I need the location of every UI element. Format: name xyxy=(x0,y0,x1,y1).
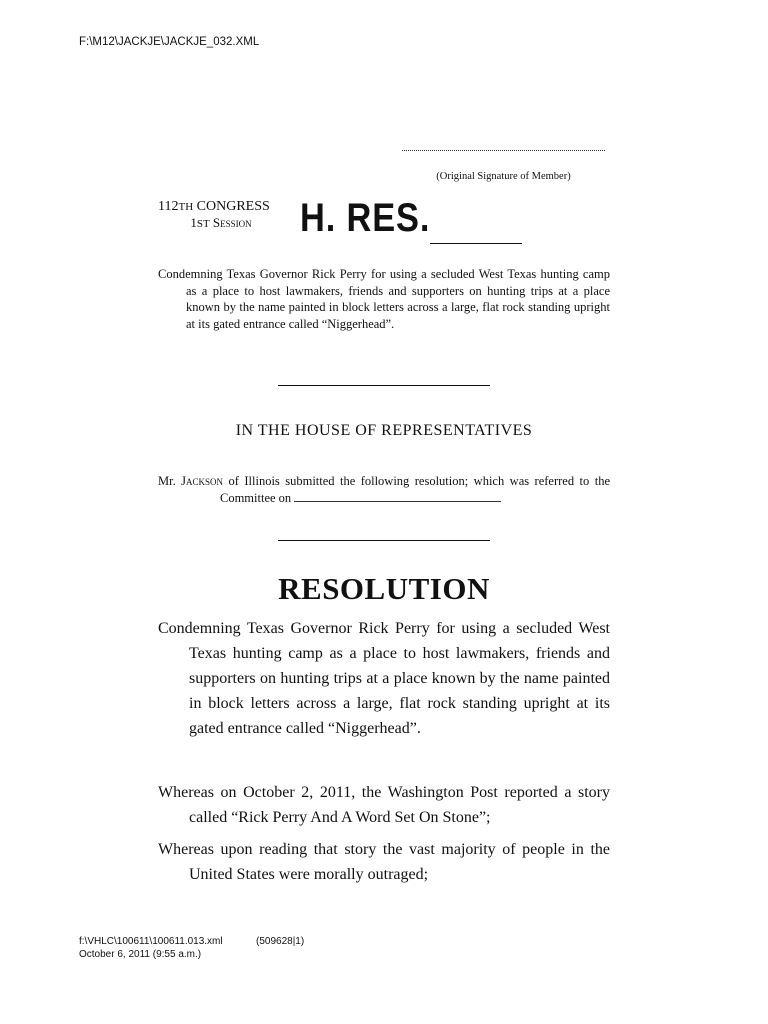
footer-code: (509628|1) xyxy=(256,936,305,947)
document-type-heading: RESOLUTION xyxy=(278,571,490,606)
short-title: Condemning Texas Governor Rick Perry for using a secluded West Texas hunting camp as a place to host lawmakers, friends and supporters on hunting trips at a place known by the name painted in block letters across a large, flat rock standing upright at its gated entrance called “Niggerhead”. xyxy=(158,267,610,332)
footer-file-path: f:\VHLC\100611\100611.013.xml xyxy=(79,936,223,947)
session-line xyxy=(158,215,284,232)
official-title: Condemning Texas Governor Rick Perry for using a secluded West Texas hunting camp as a place to host lawmakers, friends and supporters on hunting trips at a place known by the name painted in block letters across a large, flat rock standing upright at its gated entrance called “Niggerhead”. xyxy=(158,620,610,737)
congress-line xyxy=(158,199,284,215)
divider-rule xyxy=(278,540,490,541)
session-suffix: ST xyxy=(196,218,210,230)
footer xyxy=(79,936,305,961)
sponsor-prefix: Mr. xyxy=(158,474,182,488)
committee-blank xyxy=(294,492,501,502)
signature-line xyxy=(402,150,605,151)
bill-type: H. RES. xyxy=(300,196,431,240)
chamber-heading: IN THE HOUSE OF REPRESENTATIVES xyxy=(235,422,533,439)
header-file-path: F:\M12\JACKJE\JACKJE_032.XML xyxy=(79,36,260,48)
session-number: 1 xyxy=(190,215,197,230)
congress-word: CONGRESS xyxy=(196,199,270,214)
action-text: of Illinois submitted the following resolution; which was referred to the Committee on xyxy=(220,474,610,505)
signature-label: (Original Signature of Member) xyxy=(436,171,571,182)
congress-number: 112 xyxy=(158,199,179,214)
action-paragraph xyxy=(158,473,610,507)
whereas-clause: Whereas upon reading that story the vast majority of people in the United States were morally outraged; xyxy=(158,841,610,883)
whereas-clause: Whereas on October 2, 2011, the Washington Post reported a story called “Rick Perry And A Word Set On Stone”; xyxy=(158,784,610,826)
sponsor-name: Jackson xyxy=(181,474,224,488)
divider-rule xyxy=(278,385,490,386)
bill-number-blank xyxy=(430,243,522,244)
congress-session-block xyxy=(158,199,284,232)
footer-timestamp: October 6, 2011 (9:55 a.m.) xyxy=(79,948,202,960)
session-word: Session xyxy=(212,215,252,230)
congress-suffix: TH xyxy=(178,201,194,213)
